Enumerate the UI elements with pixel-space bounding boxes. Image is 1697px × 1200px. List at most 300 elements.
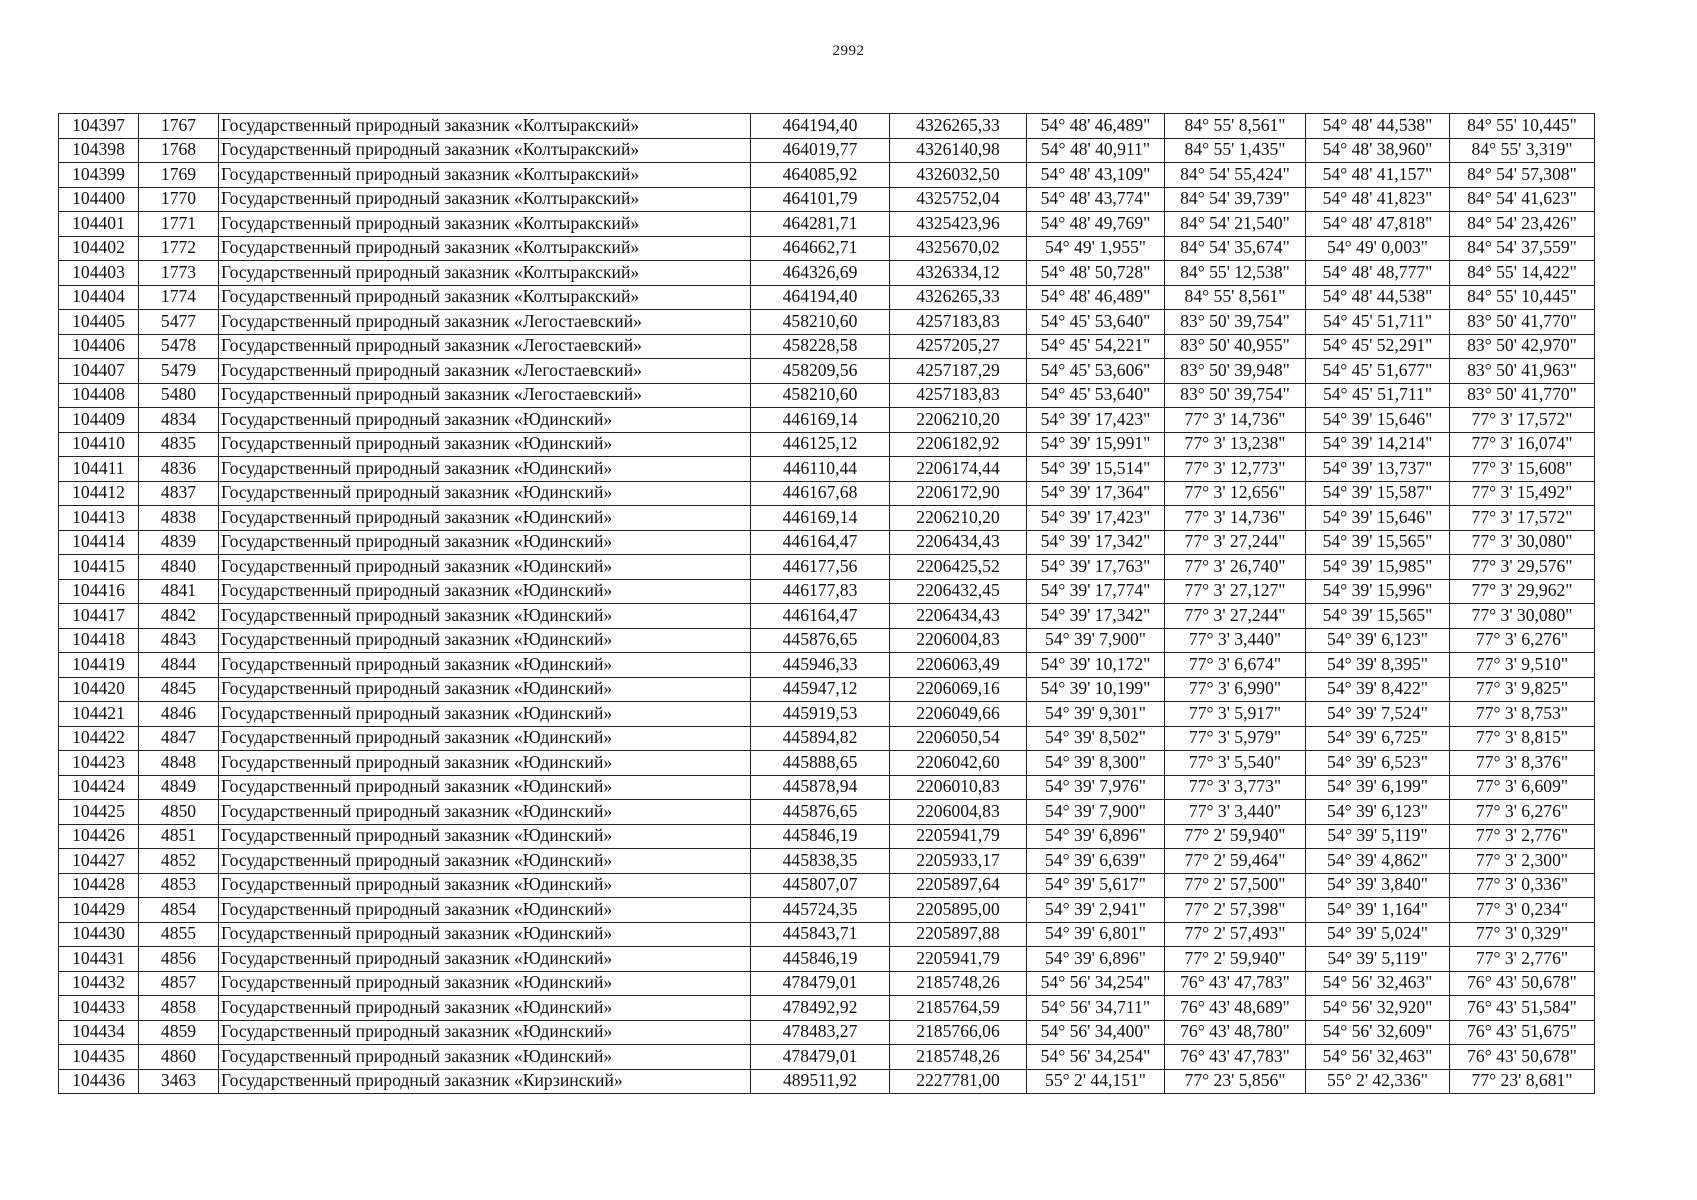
point-number-cell: 4837 bbox=[139, 481, 219, 506]
latitude-2-cell: 54° 39' 8,422" bbox=[1306, 677, 1450, 702]
object-name-cell: Государственный природный заказник «Юдинский» bbox=[219, 432, 751, 457]
longitude-1-cell: 83° 50' 39,948" bbox=[1165, 359, 1306, 384]
longitude-2-cell: 83° 50' 41,770" bbox=[1450, 310, 1595, 335]
point-number-cell: 4838 bbox=[139, 506, 219, 531]
latitude-1-cell: 54° 56' 34,254" bbox=[1027, 1045, 1165, 1070]
x-coordinate-cell: 464019,77 bbox=[751, 138, 890, 163]
point-number-cell: 1774 bbox=[139, 285, 219, 310]
row-id-cell: 104411 bbox=[59, 457, 139, 482]
y-coordinate-cell: 4257187,29 bbox=[890, 359, 1027, 384]
latitude-1-cell: 54° 39' 10,199" bbox=[1027, 677, 1165, 702]
table-row bbox=[59, 971, 1595, 996]
latitude-1-cell: 54° 39' 6,896" bbox=[1027, 824, 1165, 849]
x-coordinate-cell: 446169,14 bbox=[751, 506, 890, 531]
latitude-1-cell: 54° 48' 46,489" bbox=[1027, 285, 1165, 310]
x-coordinate-cell: 445846,19 bbox=[751, 947, 890, 972]
object-name-cell: Государственный природный заказник «Юдинский» bbox=[219, 849, 751, 874]
latitude-1-cell: 54° 39' 2,941" bbox=[1027, 898, 1165, 923]
y-coordinate-cell: 4326140,98 bbox=[890, 138, 1027, 163]
latitude-2-cell: 54° 39' 6,123" bbox=[1306, 628, 1450, 653]
object-name-cell: Государственный природный заказник «Легостаевский» bbox=[219, 383, 751, 408]
point-number-cell: 4843 bbox=[139, 628, 219, 653]
longitude-2-cell: 77° 3' 17,572" bbox=[1450, 408, 1595, 433]
table-row bbox=[59, 383, 1595, 408]
longitude-2-cell: 77° 3' 0,329" bbox=[1450, 922, 1595, 947]
row-id-cell: 104423 bbox=[59, 751, 139, 776]
object-name-cell: Государственный природный заказник «Юдинский» bbox=[219, 604, 751, 629]
row-id-cell: 104413 bbox=[59, 506, 139, 531]
latitude-2-cell: 54° 39' 6,123" bbox=[1306, 800, 1450, 825]
longitude-2-cell: 77° 3' 8,753" bbox=[1450, 702, 1595, 727]
row-id-cell: 104424 bbox=[59, 775, 139, 800]
row-id-cell: 104418 bbox=[59, 628, 139, 653]
point-number-cell: 4834 bbox=[139, 408, 219, 433]
y-coordinate-cell: 2205897,88 bbox=[890, 922, 1027, 947]
point-number-cell: 4855 bbox=[139, 922, 219, 947]
y-coordinate-cell: 4257205,27 bbox=[890, 334, 1027, 359]
y-coordinate-cell: 2206210,20 bbox=[890, 408, 1027, 433]
longitude-1-cell: 77° 3' 14,736" bbox=[1165, 506, 1306, 531]
table-row bbox=[59, 751, 1595, 776]
latitude-1-cell: 54° 39' 15,514" bbox=[1027, 457, 1165, 482]
longitude-2-cell: 77° 3' 29,962" bbox=[1450, 579, 1595, 604]
longitude-1-cell: 77° 3' 6,674" bbox=[1165, 653, 1306, 678]
latitude-1-cell: 54° 39' 17,774" bbox=[1027, 579, 1165, 604]
table-row bbox=[59, 726, 1595, 751]
point-number-cell: 4851 bbox=[139, 824, 219, 849]
longitude-2-cell: 77° 3' 0,336" bbox=[1450, 873, 1595, 898]
table-row bbox=[59, 702, 1595, 727]
page-number: 2992 bbox=[832, 43, 865, 59]
point-number-cell: 1768 bbox=[139, 138, 219, 163]
longitude-1-cell: 83° 50' 40,955" bbox=[1165, 334, 1306, 359]
point-number-cell: 4849 bbox=[139, 775, 219, 800]
table-row bbox=[59, 530, 1595, 555]
x-coordinate-cell: 445888,65 bbox=[751, 751, 890, 776]
row-id-cell: 104410 bbox=[59, 432, 139, 457]
longitude-2-cell: 77° 3' 2,300" bbox=[1450, 849, 1595, 874]
point-number-cell: 4857 bbox=[139, 971, 219, 996]
latitude-1-cell: 54° 45' 53,640" bbox=[1027, 383, 1165, 408]
row-id-cell: 104409 bbox=[59, 408, 139, 433]
x-coordinate-cell: 458210,60 bbox=[751, 383, 890, 408]
x-coordinate-cell: 458210,60 bbox=[751, 310, 890, 335]
latitude-1-cell: 54° 56' 34,400" bbox=[1027, 1020, 1165, 1045]
latitude-1-cell: 54° 48' 46,489" bbox=[1027, 114, 1165, 139]
row-id-cell: 104415 bbox=[59, 555, 139, 580]
longitude-1-cell: 77° 2' 59,940" bbox=[1165, 947, 1306, 972]
y-coordinate-cell: 2206042,60 bbox=[890, 751, 1027, 776]
object-name-cell: Государственный природный заказник «Юдинский» bbox=[219, 971, 751, 996]
y-coordinate-cell: 2206049,66 bbox=[890, 702, 1027, 727]
row-id-cell: 104414 bbox=[59, 530, 139, 555]
table-row bbox=[59, 114, 1595, 139]
latitude-2-cell: 54° 39' 4,862" bbox=[1306, 849, 1450, 874]
x-coordinate-cell: 478492,92 bbox=[751, 996, 890, 1021]
row-id-cell: 104435 bbox=[59, 1045, 139, 1070]
latitude-2-cell: 54° 39' 8,395" bbox=[1306, 653, 1450, 678]
longitude-1-cell: 77° 3' 5,917" bbox=[1165, 702, 1306, 727]
coordinates-table bbox=[58, 113, 1595, 1094]
table-row bbox=[59, 873, 1595, 898]
longitude-1-cell: 77° 3' 27,244" bbox=[1165, 530, 1306, 555]
object-name-cell: Государственный природный заказник «Юдинский» bbox=[219, 506, 751, 531]
table-row bbox=[59, 1069, 1595, 1094]
row-id-cell: 104417 bbox=[59, 604, 139, 629]
x-coordinate-cell: 446177,56 bbox=[751, 555, 890, 580]
latitude-1-cell: 54° 39' 17,763" bbox=[1027, 555, 1165, 580]
longitude-1-cell: 77° 3' 3,440" bbox=[1165, 628, 1306, 653]
x-coordinate-cell: 445838,35 bbox=[751, 849, 890, 874]
object-name-cell: Государственный природный заказник «Колтыракский» bbox=[219, 261, 751, 286]
longitude-2-cell: 77° 23' 8,681" bbox=[1450, 1069, 1595, 1094]
x-coordinate-cell: 464194,40 bbox=[751, 285, 890, 310]
longitude-1-cell: 76° 43' 48,780" bbox=[1165, 1020, 1306, 1045]
longitude-2-cell: 76° 43' 51,584" bbox=[1450, 996, 1595, 1021]
latitude-2-cell: 54° 45' 51,711" bbox=[1306, 383, 1450, 408]
x-coordinate-cell: 464085,92 bbox=[751, 163, 890, 188]
row-id-cell: 104430 bbox=[59, 922, 139, 947]
latitude-2-cell: 55° 2' 42,336" bbox=[1306, 1069, 1450, 1094]
table-row bbox=[59, 947, 1595, 972]
table-row bbox=[59, 261, 1595, 286]
latitude-2-cell: 54° 39' 15,996" bbox=[1306, 579, 1450, 604]
row-id-cell: 104420 bbox=[59, 677, 139, 702]
y-coordinate-cell: 2206050,54 bbox=[890, 726, 1027, 751]
y-coordinate-cell: 2185748,26 bbox=[890, 1045, 1027, 1070]
table-row bbox=[59, 1045, 1595, 1070]
point-number-cell: 4858 bbox=[139, 996, 219, 1021]
x-coordinate-cell: 445843,71 bbox=[751, 922, 890, 947]
latitude-1-cell: 54° 39' 17,423" bbox=[1027, 408, 1165, 433]
longitude-2-cell: 84° 54' 57,308" bbox=[1450, 163, 1595, 188]
table-row bbox=[59, 824, 1595, 849]
point-number-cell: 5478 bbox=[139, 334, 219, 359]
latitude-2-cell: 54° 48' 41,157" bbox=[1306, 163, 1450, 188]
object-name-cell: Государственный природный заказник «Юдинский» bbox=[219, 726, 751, 751]
longitude-2-cell: 77° 3' 15,492" bbox=[1450, 481, 1595, 506]
latitude-1-cell: 54° 39' 5,617" bbox=[1027, 873, 1165, 898]
longitude-2-cell: 83° 50' 41,963" bbox=[1450, 359, 1595, 384]
longitude-1-cell: 77° 3' 3,773" bbox=[1165, 775, 1306, 800]
object-name-cell: Государственный природный заказник «Легостаевский» bbox=[219, 334, 751, 359]
y-coordinate-cell: 4326265,33 bbox=[890, 114, 1027, 139]
point-number-cell: 4860 bbox=[139, 1045, 219, 1070]
x-coordinate-cell: 445878,94 bbox=[751, 775, 890, 800]
longitude-2-cell: 84° 55' 10,445" bbox=[1450, 285, 1595, 310]
latitude-2-cell: 54° 39' 15,565" bbox=[1306, 604, 1450, 629]
row-id-cell: 104419 bbox=[59, 653, 139, 678]
y-coordinate-cell: 4326334,12 bbox=[890, 261, 1027, 286]
latitude-1-cell: 54° 39' 17,342" bbox=[1027, 530, 1165, 555]
row-id-cell: 104422 bbox=[59, 726, 139, 751]
longitude-2-cell: 77° 3' 6,609" bbox=[1450, 775, 1595, 800]
y-coordinate-cell: 2185748,26 bbox=[890, 971, 1027, 996]
table-row bbox=[59, 432, 1595, 457]
x-coordinate-cell: 445946,33 bbox=[751, 653, 890, 678]
object-name-cell: Государственный природный заказник «Юдинский» bbox=[219, 1045, 751, 1070]
latitude-2-cell: 54° 48' 44,538" bbox=[1306, 285, 1450, 310]
object-name-cell: Государственный природный заказник «Юдинский» bbox=[219, 1020, 751, 1045]
point-number-cell: 4854 bbox=[139, 898, 219, 923]
object-name-cell: Государственный природный заказник «Юдинский» bbox=[219, 702, 751, 727]
longitude-1-cell: 77° 23' 5,856" bbox=[1165, 1069, 1306, 1094]
point-number-cell: 4856 bbox=[139, 947, 219, 972]
y-coordinate-cell: 2206434,43 bbox=[890, 604, 1027, 629]
object-name-cell: Государственный природный заказник «Колтыракский» bbox=[219, 114, 751, 139]
point-number-cell: 4841 bbox=[139, 579, 219, 604]
latitude-1-cell: 54° 48' 40,911" bbox=[1027, 138, 1165, 163]
y-coordinate-cell: 2206425,52 bbox=[890, 555, 1027, 580]
object-name-cell: Государственный природный заказник «Юдинский» bbox=[219, 555, 751, 580]
latitude-1-cell: 55° 2' 44,151" bbox=[1027, 1069, 1165, 1094]
point-number-cell: 4859 bbox=[139, 1020, 219, 1045]
table-row bbox=[59, 481, 1595, 506]
latitude-2-cell: 54° 49' 0,003" bbox=[1306, 236, 1450, 261]
x-coordinate-cell: 445919,53 bbox=[751, 702, 890, 727]
y-coordinate-cell: 2205933,17 bbox=[890, 849, 1027, 874]
latitude-1-cell: 54° 39' 8,300" bbox=[1027, 751, 1165, 776]
row-id-cell: 104434 bbox=[59, 1020, 139, 1045]
latitude-2-cell: 54° 39' 6,199" bbox=[1306, 775, 1450, 800]
latitude-1-cell: 54° 56' 34,711" bbox=[1027, 996, 1165, 1021]
x-coordinate-cell: 445807,07 bbox=[751, 873, 890, 898]
row-id-cell: 104425 bbox=[59, 800, 139, 825]
y-coordinate-cell: 4325752,04 bbox=[890, 187, 1027, 212]
table-row bbox=[59, 408, 1595, 433]
point-number-cell: 4844 bbox=[139, 653, 219, 678]
latitude-2-cell: 54° 48' 44,538" bbox=[1306, 114, 1450, 139]
table-row bbox=[59, 1020, 1595, 1045]
table-row bbox=[59, 775, 1595, 800]
row-id-cell: 104398 bbox=[59, 138, 139, 163]
y-coordinate-cell: 4325423,96 bbox=[890, 212, 1027, 237]
object-name-cell: Государственный природный заказник «Колтыракский» bbox=[219, 212, 751, 237]
object-name-cell: Государственный природный заказник «Юдинский» bbox=[219, 800, 751, 825]
latitude-1-cell: 54° 56' 34,254" bbox=[1027, 971, 1165, 996]
table-row bbox=[59, 359, 1595, 384]
row-id-cell: 104402 bbox=[59, 236, 139, 261]
latitude-1-cell: 54° 39' 6,896" bbox=[1027, 947, 1165, 972]
point-number-cell: 4853 bbox=[139, 873, 219, 898]
x-coordinate-cell: 446110,44 bbox=[751, 457, 890, 482]
longitude-1-cell: 77° 3' 13,238" bbox=[1165, 432, 1306, 457]
longitude-2-cell: 77° 3' 9,510" bbox=[1450, 653, 1595, 678]
y-coordinate-cell: 4326032,50 bbox=[890, 163, 1027, 188]
y-coordinate-cell: 2206004,83 bbox=[890, 800, 1027, 825]
object-name-cell: Государственный природный заказник «Кирзинский» bbox=[219, 1069, 751, 1094]
longitude-2-cell: 77° 3' 16,074" bbox=[1450, 432, 1595, 457]
longitude-1-cell: 83° 50' 39,754" bbox=[1165, 310, 1306, 335]
latitude-1-cell: 54° 39' 17,342" bbox=[1027, 604, 1165, 629]
point-number-cell: 4836 bbox=[139, 457, 219, 482]
object-name-cell: Государственный природный заказник «Колтыракский» bbox=[219, 138, 751, 163]
latitude-1-cell: 54° 48' 49,769" bbox=[1027, 212, 1165, 237]
latitude-2-cell: 54° 39' 6,523" bbox=[1306, 751, 1450, 776]
y-coordinate-cell: 2206004,83 bbox=[890, 628, 1027, 653]
y-coordinate-cell: 4257183,83 bbox=[890, 310, 1027, 335]
x-coordinate-cell: 464194,40 bbox=[751, 114, 890, 139]
longitude-2-cell: 77° 3' 6,276" bbox=[1450, 628, 1595, 653]
longitude-1-cell: 77° 3' 14,736" bbox=[1165, 408, 1306, 433]
y-coordinate-cell: 2206210,20 bbox=[890, 506, 1027, 531]
table-row bbox=[59, 506, 1595, 531]
row-id-cell: 104405 bbox=[59, 310, 139, 335]
longitude-1-cell: 77° 2' 59,464" bbox=[1165, 849, 1306, 874]
longitude-2-cell: 77° 3' 9,825" bbox=[1450, 677, 1595, 702]
table-row bbox=[59, 236, 1595, 261]
object-name-cell: Государственный природный заказник «Юдинский» bbox=[219, 922, 751, 947]
latitude-1-cell: 54° 39' 7,900" bbox=[1027, 628, 1165, 653]
longitude-1-cell: 84° 55' 12,538" bbox=[1165, 261, 1306, 286]
longitude-2-cell: 76° 43' 51,675" bbox=[1450, 1020, 1595, 1045]
latitude-1-cell: 54° 45' 53,606" bbox=[1027, 359, 1165, 384]
row-id-cell: 104404 bbox=[59, 285, 139, 310]
y-coordinate-cell: 4325670,02 bbox=[890, 236, 1027, 261]
point-number-cell: 4846 bbox=[139, 702, 219, 727]
x-coordinate-cell: 478483,27 bbox=[751, 1020, 890, 1045]
object-name-cell: Государственный природный заказник «Колтыракский» bbox=[219, 285, 751, 310]
longitude-1-cell: 76° 43' 47,783" bbox=[1165, 1045, 1306, 1070]
latitude-1-cell: 54° 39' 9,301" bbox=[1027, 702, 1165, 727]
longitude-1-cell: 84° 55' 8,561" bbox=[1165, 114, 1306, 139]
point-number-cell: 5479 bbox=[139, 359, 219, 384]
x-coordinate-cell: 445894,82 bbox=[751, 726, 890, 751]
longitude-1-cell: 84° 55' 8,561" bbox=[1165, 285, 1306, 310]
table-row bbox=[59, 849, 1595, 874]
longitude-1-cell: 77° 2' 57,500" bbox=[1165, 873, 1306, 898]
latitude-1-cell: 54° 48' 50,728" bbox=[1027, 261, 1165, 286]
longitude-1-cell: 77° 3' 27,244" bbox=[1165, 604, 1306, 629]
table-row bbox=[59, 800, 1595, 825]
row-id-cell: 104426 bbox=[59, 824, 139, 849]
latitude-2-cell: 54° 48' 47,818" bbox=[1306, 212, 1450, 237]
latitude-2-cell: 54° 48' 48,777" bbox=[1306, 261, 1450, 286]
object-name-cell: Государственный природный заказник «Легостаевский» bbox=[219, 359, 751, 384]
x-coordinate-cell: 446164,47 bbox=[751, 604, 890, 629]
x-coordinate-cell: 445876,65 bbox=[751, 800, 890, 825]
y-coordinate-cell: 2227781,00 bbox=[890, 1069, 1027, 1094]
row-id-cell: 104432 bbox=[59, 971, 139, 996]
table-row bbox=[59, 653, 1595, 678]
object-name-cell: Государственный природный заказник «Юдинский» bbox=[219, 457, 751, 482]
x-coordinate-cell: 445724,35 bbox=[751, 898, 890, 923]
table-row bbox=[59, 996, 1595, 1021]
latitude-1-cell: 54° 39' 17,423" bbox=[1027, 506, 1165, 531]
longitude-2-cell: 77° 3' 30,080" bbox=[1450, 530, 1595, 555]
row-id-cell: 104427 bbox=[59, 849, 139, 874]
latitude-2-cell: 54° 45' 51,711" bbox=[1306, 310, 1450, 335]
table-row bbox=[59, 555, 1595, 580]
x-coordinate-cell: 489511,92 bbox=[751, 1069, 890, 1094]
longitude-2-cell: 84° 54' 23,426" bbox=[1450, 212, 1595, 237]
y-coordinate-cell: 2205941,79 bbox=[890, 824, 1027, 849]
y-coordinate-cell: 4257183,83 bbox=[890, 383, 1027, 408]
longitude-1-cell: 77° 3' 5,540" bbox=[1165, 751, 1306, 776]
longitude-1-cell: 84° 55' 1,435" bbox=[1165, 138, 1306, 163]
latitude-2-cell: 54° 39' 5,119" bbox=[1306, 947, 1450, 972]
longitude-1-cell: 77° 2' 57,398" bbox=[1165, 898, 1306, 923]
latitude-1-cell: 54° 39' 17,364" bbox=[1027, 481, 1165, 506]
longitude-2-cell: 76° 43' 50,678" bbox=[1450, 971, 1595, 996]
longitude-2-cell: 76° 43' 50,678" bbox=[1450, 1045, 1595, 1070]
latitude-1-cell: 54° 48' 43,109" bbox=[1027, 163, 1165, 188]
y-coordinate-cell: 2206010,83 bbox=[890, 775, 1027, 800]
y-coordinate-cell: 2205941,79 bbox=[890, 947, 1027, 972]
longitude-1-cell: 77° 3' 27,127" bbox=[1165, 579, 1306, 604]
object-name-cell: Государственный природный заказник «Юдинский» bbox=[219, 530, 751, 555]
longitude-2-cell: 77° 3' 2,776" bbox=[1450, 947, 1595, 972]
row-id-cell: 104421 bbox=[59, 702, 139, 727]
table-row bbox=[59, 628, 1595, 653]
latitude-2-cell: 54° 39' 3,840" bbox=[1306, 873, 1450, 898]
longitude-1-cell: 77° 3' 5,979" bbox=[1165, 726, 1306, 751]
object-name-cell: Государственный природный заказник «Юдинский» bbox=[219, 898, 751, 923]
table-body bbox=[59, 114, 1595, 1094]
table-row bbox=[59, 138, 1595, 163]
latitude-2-cell: 54° 39' 13,737" bbox=[1306, 457, 1450, 482]
point-number-cell: 5480 bbox=[139, 383, 219, 408]
object-name-cell: Государственный природный заказник «Юдинский» bbox=[219, 408, 751, 433]
latitude-1-cell: 54° 39' 10,172" bbox=[1027, 653, 1165, 678]
table-row bbox=[59, 285, 1595, 310]
table-row bbox=[59, 457, 1595, 482]
longitude-2-cell: 77° 3' 0,234" bbox=[1450, 898, 1595, 923]
latitude-2-cell: 54° 39' 15,646" bbox=[1306, 506, 1450, 531]
latitude-2-cell: 54° 48' 38,960" bbox=[1306, 138, 1450, 163]
longitude-1-cell: 77° 3' 12,656" bbox=[1165, 481, 1306, 506]
longitude-1-cell: 77° 3' 12,773" bbox=[1165, 457, 1306, 482]
object-name-cell: Государственный природный заказник «Юдинский» bbox=[219, 579, 751, 604]
y-coordinate-cell: 2206069,16 bbox=[890, 677, 1027, 702]
object-name-cell: Государственный природный заказник «Юдинский» bbox=[219, 677, 751, 702]
row-id-cell: 104399 bbox=[59, 163, 139, 188]
object-name-cell: Государственный природный заказник «Юдинский» bbox=[219, 775, 751, 800]
row-id-cell: 104431 bbox=[59, 947, 139, 972]
latitude-2-cell: 54° 39' 5,119" bbox=[1306, 824, 1450, 849]
longitude-1-cell: 84° 54' 21,540" bbox=[1165, 212, 1306, 237]
longitude-2-cell: 77° 3' 29,576" bbox=[1450, 555, 1595, 580]
latitude-2-cell: 54° 39' 6,725" bbox=[1306, 726, 1450, 751]
point-number-cell: 4847 bbox=[139, 726, 219, 751]
y-coordinate-cell: 2185764,59 bbox=[890, 996, 1027, 1021]
table-row bbox=[59, 922, 1595, 947]
object-name-cell: Государственный природный заказник «Юдинский» bbox=[219, 873, 751, 898]
row-id-cell: 104428 bbox=[59, 873, 139, 898]
point-number-cell: 4845 bbox=[139, 677, 219, 702]
latitude-2-cell: 54° 39' 7,524" bbox=[1306, 702, 1450, 727]
x-coordinate-cell: 446167,68 bbox=[751, 481, 890, 506]
x-coordinate-cell: 446169,14 bbox=[751, 408, 890, 433]
latitude-1-cell: 54° 39' 7,976" bbox=[1027, 775, 1165, 800]
row-id-cell: 104416 bbox=[59, 579, 139, 604]
latitude-1-cell: 54° 39' 6,639" bbox=[1027, 849, 1165, 874]
y-coordinate-cell: 2206432,45 bbox=[890, 579, 1027, 604]
row-id-cell: 104407 bbox=[59, 359, 139, 384]
longitude-1-cell: 77° 3' 6,990" bbox=[1165, 677, 1306, 702]
point-number-cell: 4852 bbox=[139, 849, 219, 874]
object-name-cell: Государственный природный заказник «Колтыракский» bbox=[219, 236, 751, 261]
point-number-cell: 3463 bbox=[139, 1069, 219, 1094]
y-coordinate-cell: 2206172,90 bbox=[890, 481, 1027, 506]
x-coordinate-cell: 458228,58 bbox=[751, 334, 890, 359]
table-row bbox=[59, 163, 1595, 188]
row-id-cell: 104408 bbox=[59, 383, 139, 408]
x-coordinate-cell: 464662,71 bbox=[751, 236, 890, 261]
y-coordinate-cell: 2206434,43 bbox=[890, 530, 1027, 555]
latitude-2-cell: 54° 39' 5,024" bbox=[1306, 922, 1450, 947]
table-row bbox=[59, 212, 1595, 237]
